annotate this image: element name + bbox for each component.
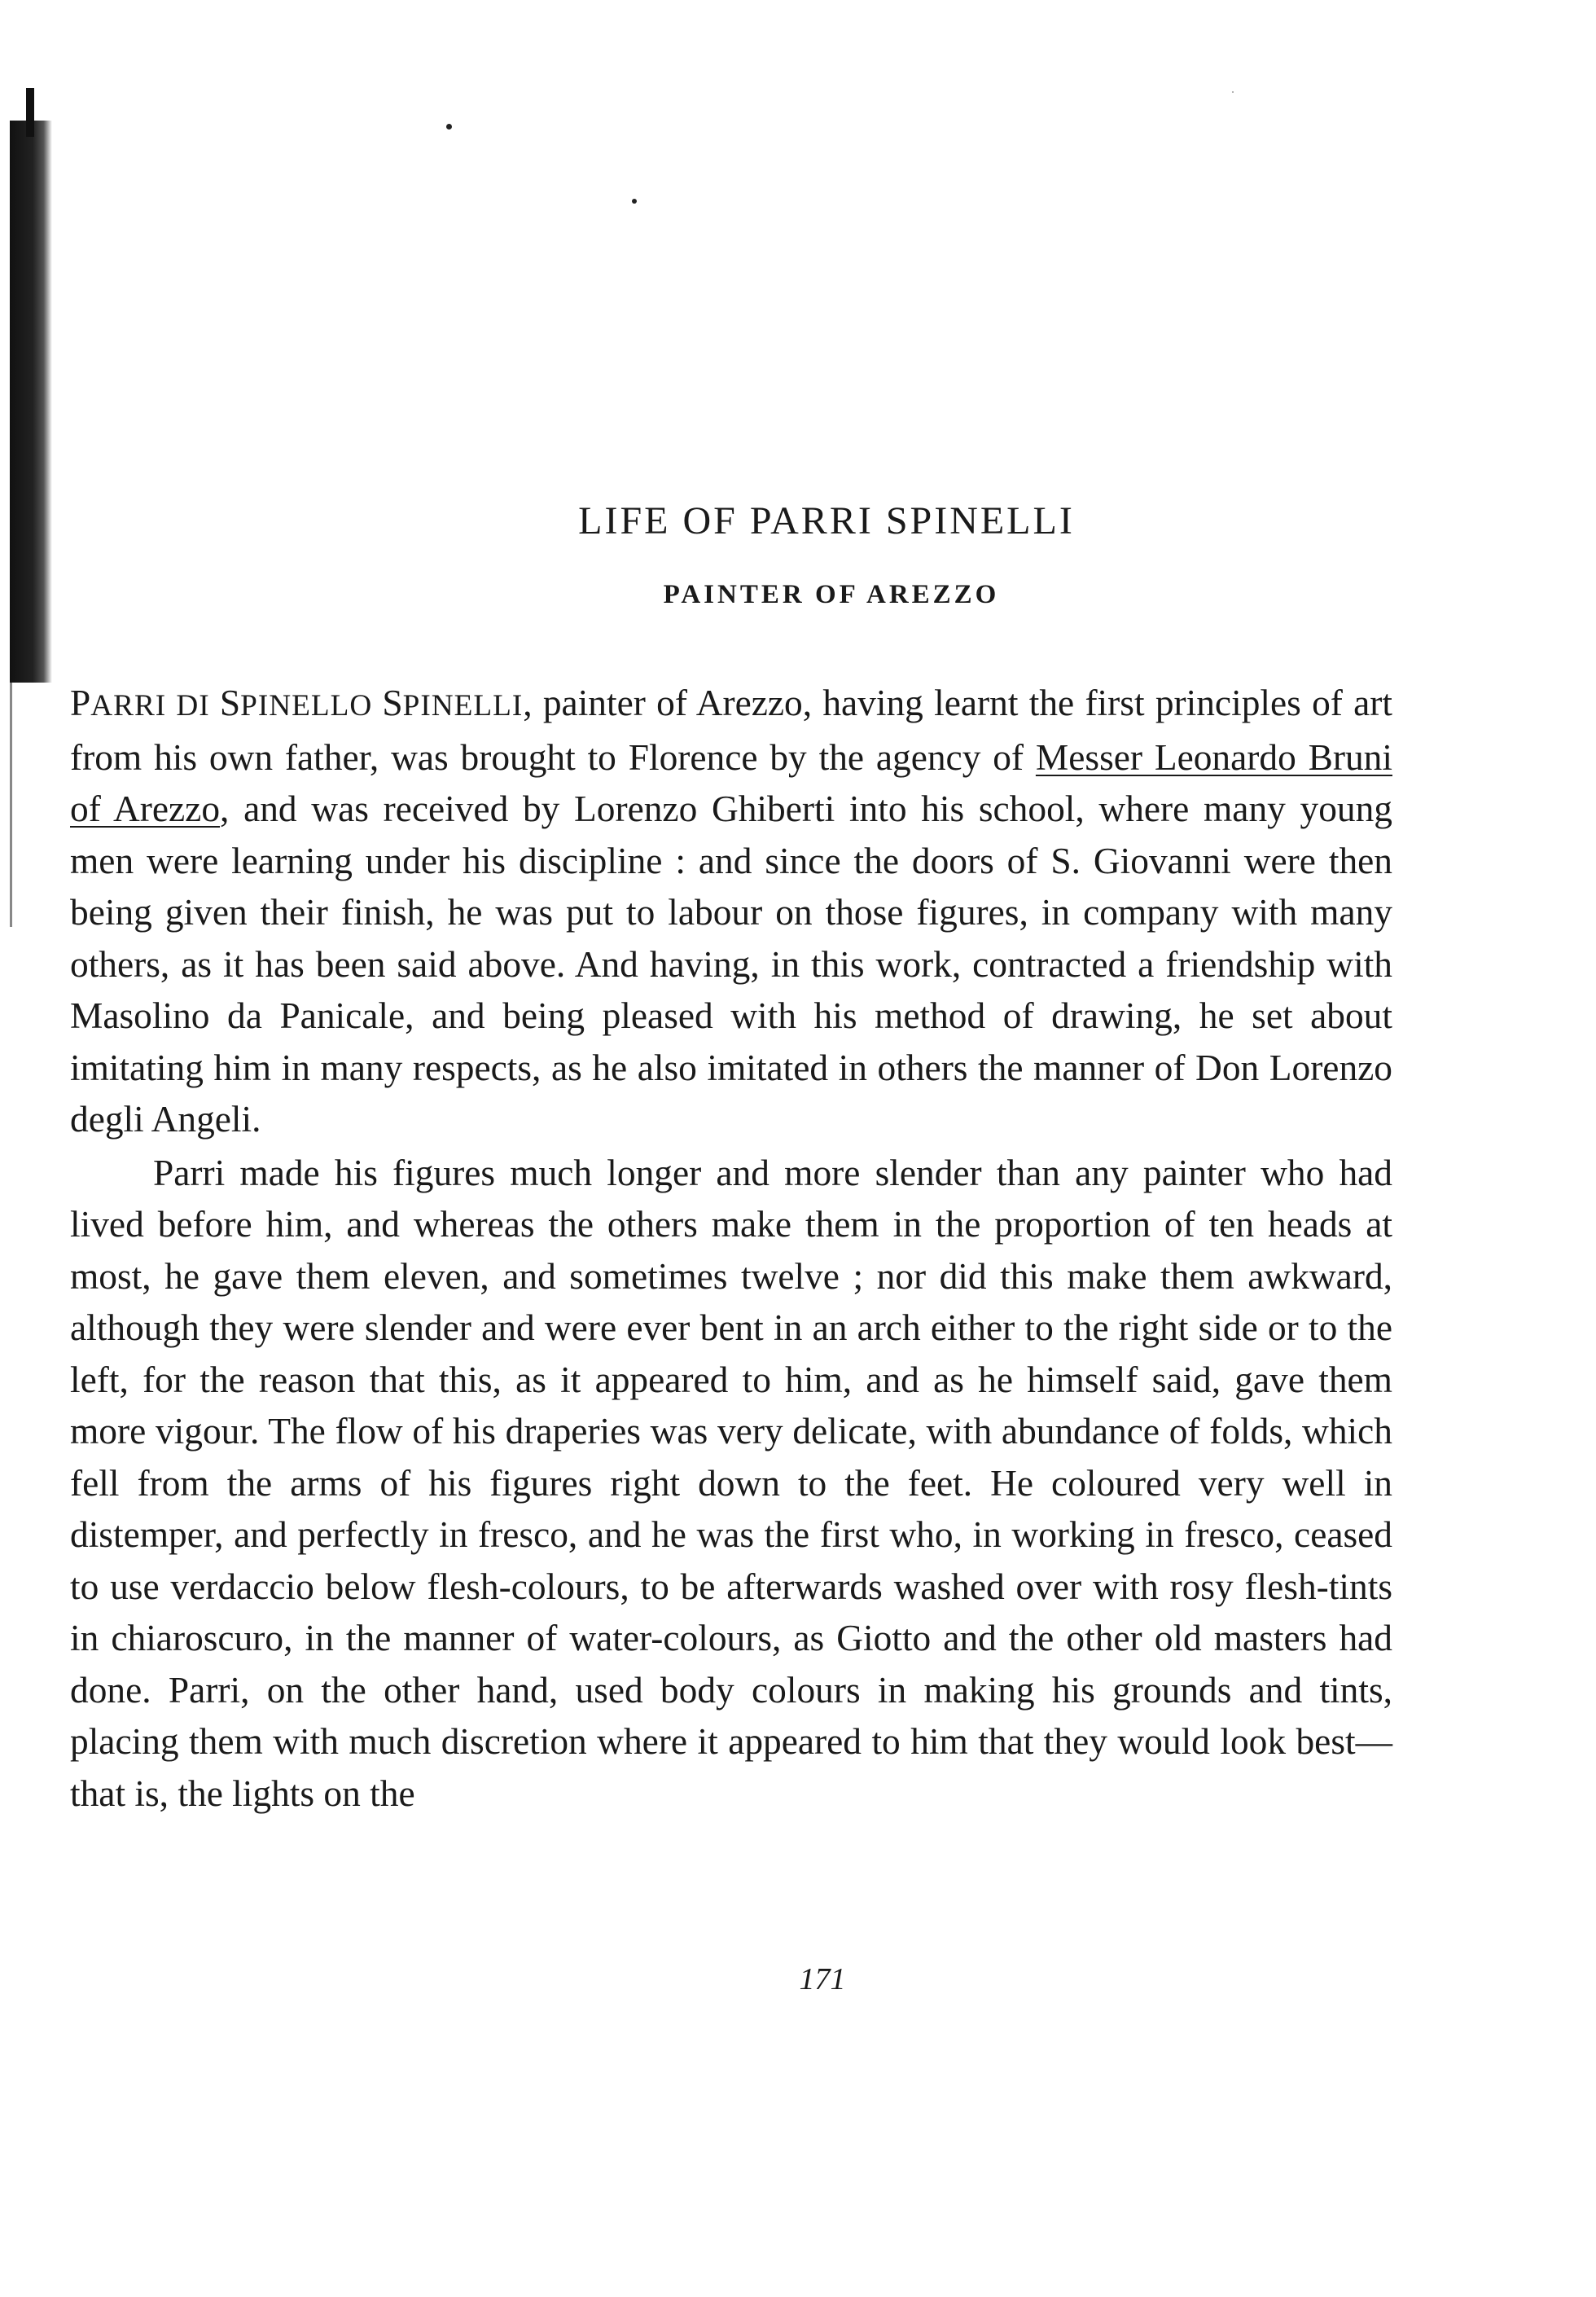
paragraph-1 [70,678,1392,1146]
body-text [70,678,1392,1820]
ink-speck [1232,91,1234,93]
chapter-title: LIFE OF PARRI SPINELLI [578,499,1075,542]
page-number: 171 [799,1962,846,1996]
paragraph-text: , and was received by Lorenzo Ghiberti into his school, where many young men were learning under his discipline : and since the doors of S. Giovanni were then being given their finish, he was put to labour on those figures, in company with many others, as it has been said above. And having, in this work, contracted a friendship with Masolino da Panicale, and being pleased with his method of drawing, he set about imitating him in many respects, as he also imitated in others the manner of Don Lorenzo degli Angeli. [70,788,1392,1140]
chapter-subtitle: PAINTER OF AREZZO [663,580,1000,609]
paragraph-2 [70,1148,1392,1820]
small-caps-text: PINELLI [402,689,524,722]
paragraph-text: Parri made his figures much longer and more slender than any painter who had lived before him, and whereas the others make them in the proportion of ten heads at most, he gave them eleven, and sometimes twelve ; nor did this make them awkward, although they were slender and were ever bent in an arch either to the right side or to the left, for the reason that this, as it appeared to him, and as he himself said, gave them more vigour. The flow of his draperies was very delicate, with abundance of folds, which fell from the arms of his figures right down to the feet. He coloured very well in distemper, and perfectly in fresco, and he was the first who, in working in fresco, ceased to use verdaccio below flesh-colours, to be afterwards washed over with rosy flesh-tints in chiaroscuro, in the manner of water-colours, as Giotto and the other old masters had done. Parri, on the other hand, used body colours in making his grounds and tints, placing them with much discretion where it appeared to him that they would look best—that is, the lights on the [70,1152,1392,1814]
underlined-name: Messer Leonardo Bruni of Arezzo [70,736,1392,829]
small-caps-initial: S [382,683,403,723]
small-caps-text: ARRI DI [90,689,220,722]
small-caps-initial: P [70,683,91,723]
small-caps-initial: S [219,683,241,723]
ink-speck [632,199,637,204]
ink-speck [446,124,452,130]
small-caps-text: PINELLO [240,689,383,722]
paragraph-text: , painter of Arezzo, having learnt the first principles of art from his own father, was brought to Florence by the agency of [70,683,1393,778]
